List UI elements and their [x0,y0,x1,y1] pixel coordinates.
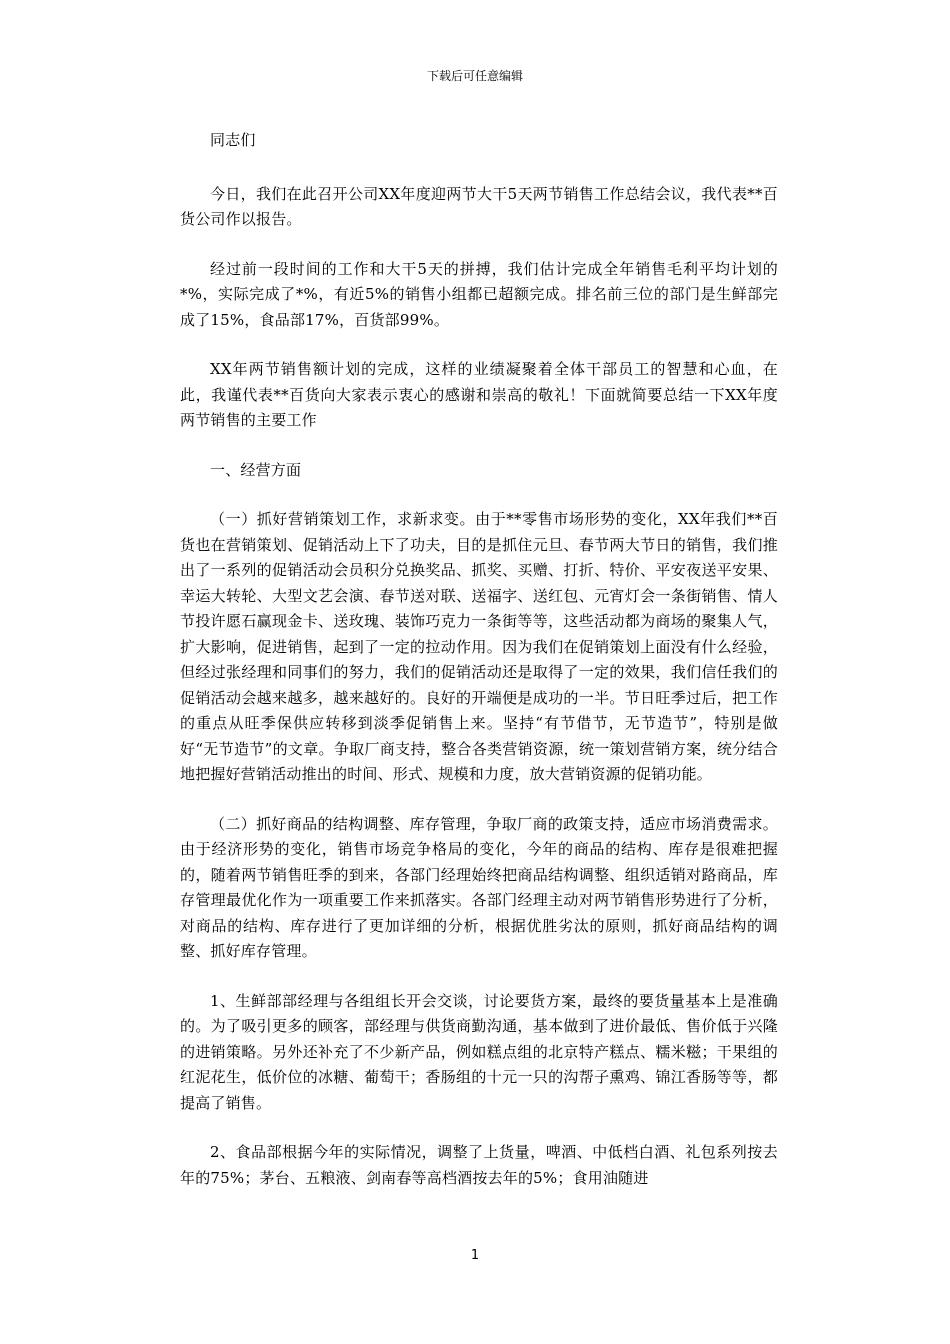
paragraph-food-dept: 2、食品部根据今年的实际情况，调整了上货量，啤酒、中低档白酒、礼包系列按去年的75%；茅台、五粮液、剑南春等高档酒按去年的5%；食用油随进 [180,1143,778,1187]
salutation: 同志们 [210,131,256,149]
page-header: 下载后可任意编辑 [426,69,523,83]
page-number: 1 [470,1248,480,1263]
paragraph-structure: （二）抓好商品的结构调整、库存管理，争取厂商的政策支持，适应市场消费需求。由于经济形势的变化，销售市场竞争格局的变化，今年的商品的结构、库存是很难把握的，随着两节销售旺季的到来，各部门经理始终把商品结构调整、组织适销对路商品，库存管理最优化作为一项重要工作来抓落实。各部门经理主动对两节销售形势进行了分析，对商品的结构、库存进行了更加详细的分析，根据优胜劣汰的原则，抓好商品结构的调整、抓好库存管理。 [180,814,778,960]
paragraph-fresh-dept: 1、生鲜部部经理与各组组长开会交谈，讨论要货方案，最终的要货量基本上是准确的。为了吸引更多的顾客，部经理与供货商勤沟通，基本做到了进价最低、售价低于兴隆的进销策略。另外还补充了不少新产品，例如糕点组的北京特产糕点、糯米糍；干果组的红泥花生，低价位的冰糖、葡萄干；香肠组的十元一只的沟帮子熏鸡、锦江香肠等等，都提高了销售。 [180,991,778,1112]
paragraph-intro: 今日，我们在此召开公司XX年度迎两节大干5天两节销售工作总结会议，我代表**百货公司作以报告。 [180,184,778,228]
section-heading: 一、经营方面 [210,460,302,479]
paragraph-marketing: （一）抓好营销策划工作，求新求变。由于**零售市场形势的变化，XX年我们**百货也在营销策划、促销活动上下了功夫，目的是抓住元旦、春节两大节日的销售，我们推出了一系列的促销活动会员积分兑换奖品、抓奖、买赠、打折、特价、平安夜送平安果、幸运大转轮、大型文艺会演、春节送对联、送福字、送红包、元宵灯会一条街销售、情人节投许愿石赢现金卡、送玫瑰、装饰巧克力一条街等等，这些活动都为商场的聚集人气，扩大影响，促进销售，起到了一定的拉动作用。因为我们在促销策划上面没有什么经验，但经过张经理和同事们的努力，我们的促销活动还是取得了一定的效果，我们信任我们的促销活动会越来越多，越来越好的。良好的开端便是成功的一半。节日旺季过后，把工作的重点从旺季保供应转移到淡季促销售上来。坚持“有节借节，无节造节”，特别是做好“无节造节”的文章。争取厂商支持，整合各类营销资源，统一策划营销方案，统分结合地把握好营销活动推出的时间、形式、规模和力度，放大营销资源的促销功能。 [180,510,778,783]
paragraph-thanks: XX年两节销售额计划的完成，这样的业绩凝聚着全体干部员工的智慧和心血，在此，我谨代表**百货向大家表示衷心的感谢和崇高的敬礼！下面就简要总结一下XX年度两节销售的主要工作 [180,360,778,429]
paragraph-results: 经过前一段时间的工作和大干5天的拼搏，我们估计完成全年销售毛利平均计划的*%，实际完成了*%，有近5%的销售小组都已超额完成。排名前三位的部门是生鲜部完成了15%，食品部17%，百货部99%。 [180,259,778,329]
document-body [180,128,778,1215]
